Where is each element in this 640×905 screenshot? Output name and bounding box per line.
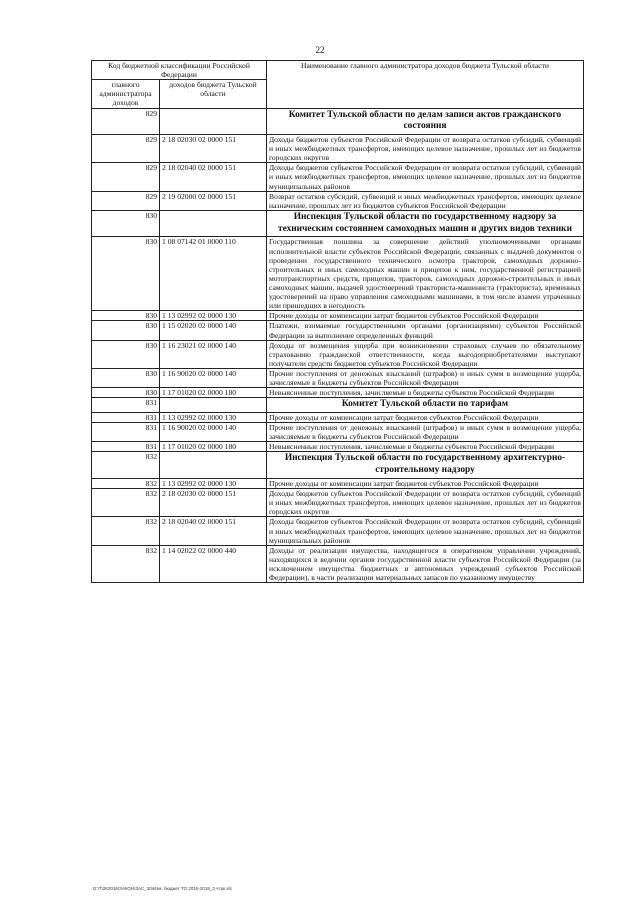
income-description-cell: Доходы от возмещения ущерба при возникновении страховых случаев по обязательному страхованию гражданской ответственности, когда выгодоприобретателями выступают получатели средств бюджетов субъектов Российской Федерации (267, 340, 584, 368)
table-row (92, 388, 584, 398)
admin-code-cell: 829 (92, 108, 160, 135)
admin-code-cell: 831 (92, 413, 160, 423)
income-description-cell: Государственная пошлина за совершение действий уполномоченными органами исполнительной власти субъектов Российской Федерации, связанных с выдачей документов о проведении государственного технического осмотра тракторов, самоходных дорожно-строительных и иных самоходных машин и прицепов к ним, государственной регистрацией мототранспортных средств, прицепов, тракторов, самоходных дорожно-строительных и иных самоходных машин, выдачей удостоверений тракториста-машиниста (тракториста), временных удостоверений на право управления самоходными машинами, в том числе взамен утраченных или пришедших в негодность (267, 237, 584, 311)
table-row (92, 321, 584, 340)
income-code-cell: 1 13 02992 02 0000 130 (160, 413, 267, 423)
admin-code-cell: 831 (92, 423, 160, 442)
table-row (92, 368, 584, 387)
income-code-cell: 1 17 01020 02 0000 180 (160, 388, 267, 398)
income-code-cell: 1 17 01020 02 0000 180 (160, 442, 267, 452)
admin-code-cell: 830 (92, 340, 160, 368)
income-description-cell: Возврат остатков субсидий, субвенций и иных межбюджетных трансфертов, имеющих целевое назначение, прошлых лет из бюджетов субъектов Российской Федерации (267, 191, 584, 210)
income-description-cell: Доходы от реализации имущества, находящегося в оперативном управлении учреждений, находящихся в ведении органов государственной власти субъектов Российской Федерации (за исключением имущества бюджетных и автономных учреждений субъектов Российской Федерации), в части реализации материальных запасов по указанному имуществу (267, 545, 584, 582)
administrator-title-row (92, 452, 584, 479)
table-row (92, 340, 584, 368)
income-code-cell (160, 452, 267, 479)
income-code-cell (160, 398, 267, 413)
income-code-cell: 2 18 02040 02 0000 151 (160, 163, 267, 191)
income-code-cell: 1 16 90020 02 0000 140 (160, 423, 267, 442)
admin-code-cell: 832 (92, 545, 160, 582)
table-header-row (92, 61, 584, 80)
income-code-cell: 2 19 02000 02 0000 151 (160, 191, 267, 210)
admin-code-cell: 830 (92, 237, 160, 311)
income-code-cell: 1 13 02992 02 0000 130 (160, 311, 267, 321)
table-row (92, 135, 584, 163)
table-row (92, 489, 584, 517)
income-description-cell: Прочие поступления от денежных взысканий (штрафов) и иных сумм в возмещение ущерба, зачисляемые в бюджеты субъектов Российской Федерации (267, 368, 584, 387)
income-description-cell: Платежи, взимаемые государственными органами (организациями) субъектов Российской Федерации за выполнение определенных функций (267, 321, 584, 340)
table-row (92, 237, 584, 311)
income-code-cell: 2 18 02040 02 0000 151 (160, 517, 267, 545)
administrator-title-row (92, 398, 584, 413)
income-code-cell: 2 18 02030 02 0000 151 (160, 135, 267, 163)
administrator-name-cell: Инспекция Тульской области по государственному архитектурно-строительному надзору (267, 452, 584, 479)
table-row (92, 545, 584, 582)
income-code-cell: 1 16 90020 02 0000 140 (160, 368, 267, 387)
admin-code-cell: 831 (92, 398, 160, 413)
administrator-name-cell: Комитет Тульской области по делам записи актов гражданского состояния (267, 108, 584, 135)
header-income-column: доходов бюджета Тульской области (160, 80, 267, 108)
admin-code-cell: 829 (92, 163, 160, 191)
admin-code-cell: 829 (92, 191, 160, 210)
income-code-cell: 1 08 07142 01 0000 110 (160, 237, 267, 311)
income-description-cell: Невыясненные поступления, зачисляемые в бюджеты субъектов Российской Федерации (267, 388, 584, 398)
income-description-cell: Прочие доходы от компенсации затрат бюджетов субъектов Российской Федерации (267, 478, 584, 488)
table-row (92, 191, 584, 210)
income-description-cell: Доходы бюджетов субъектов Российской Федерации от возврата остатков субсидий, субвенций и иных межбюджетных трансфертов, имеющих целевое назначение, прошлых лет из бюджетов муниципальных районов (267, 163, 584, 191)
table-row (92, 311, 584, 321)
administrator-title-row (92, 108, 584, 135)
income-description-cell: Прочие доходы от компенсации затрат бюджетов субъектов Российской Федерации (267, 413, 584, 423)
table-row (92, 413, 584, 423)
admin-code-cell: 832 (92, 517, 160, 545)
admin-code-cell: 830 (92, 321, 160, 340)
income-code-cell: 1 15 02020 02 0000 140 (160, 321, 267, 340)
admin-code-cell: 830 (92, 388, 160, 398)
admin-code-cell: 830 (92, 311, 160, 321)
table-row (92, 478, 584, 488)
table-body (92, 108, 584, 583)
admin-code-cell: 832 (92, 452, 160, 479)
admin-code-cell: 831 (92, 442, 160, 452)
header-admin-column: главного администратора доходов (92, 80, 160, 108)
table-row (92, 517, 584, 545)
income-description-cell: Невыясненные поступления, зачисляемые в бюджеты субъектов Российской Федерации (267, 442, 584, 452)
header-name-column: Наименование главного администратора доходов бюджета Тульской области (267, 61, 584, 109)
table-row (92, 163, 584, 191)
income-description-cell: Доходы бюджетов субъектов Российской Федерации от возврата остатков субсидий, субвенций и иных межбюджетных трансфертов, имеющих целевое назначение, прошлых лет из бюджетов городских округов (267, 489, 584, 517)
header-code-group: Код бюджетной классификации Российской Федерации (92, 61, 267, 80)
table-row (92, 442, 584, 452)
income-description-cell: Доходы бюджетов субъектов Российской Федерации от возврата остатков субсидий, субвенций и иных межбюджетных трансфертов, имеющих целевое назначение, прошлых лет из бюджетов городских округов (267, 135, 584, 163)
admin-code-cell: 830 (92, 210, 160, 237)
table-row (92, 423, 584, 442)
income-administrators-table (91, 60, 584, 583)
income-code-cell (160, 210, 267, 237)
admin-code-cell: 829 (92, 135, 160, 163)
income-code-cell (160, 108, 267, 135)
administrator-name-cell: Инспекция Тульской области по государственному надзору за техническим состоянием самоходных машин и других видов техники (267, 210, 584, 237)
income-description-cell: Доходы бюджетов субъектов Российской Федерации от возврата остатков субсидий, субвенций и иных межбюджетных трансфертов, имеющих целевое назначение, прошлых лет из бюджетов муниципальных районов (267, 517, 584, 545)
page-number: 22 (315, 45, 325, 55)
file-path-footer: D:\Т\2К2016\ЗАКОН\ЗАС_30\Изм. бюджет ТО 2016-2018_3 чтрк.xls (93, 886, 232, 891)
income-code-cell: 1 14 02022 02 0000 440 (160, 545, 267, 582)
administrator-title-row (92, 210, 584, 237)
income-description-cell: Прочие поступления от денежных взысканий (штрафов) и иных сумм в возмещение ущерба, зачисляемые в бюджеты субъектов Российской Федерации (267, 423, 584, 442)
income-code-cell: 2 18 02030 02 0000 151 (160, 489, 267, 517)
administrator-name-cell: Комитет Тульской области по тарифам (267, 398, 584, 413)
admin-code-cell: 830 (92, 368, 160, 387)
admin-code-cell: 832 (92, 489, 160, 517)
income-code-cell: 1 16 23021 02 0000 140 (160, 340, 267, 368)
income-code-cell: 1 13 02992 02 0000 130 (160, 478, 267, 488)
admin-code-cell: 832 (92, 478, 160, 488)
income-description-cell: Прочие доходы от компенсации затрат бюджетов субъектов Российской Федерации (267, 311, 584, 321)
